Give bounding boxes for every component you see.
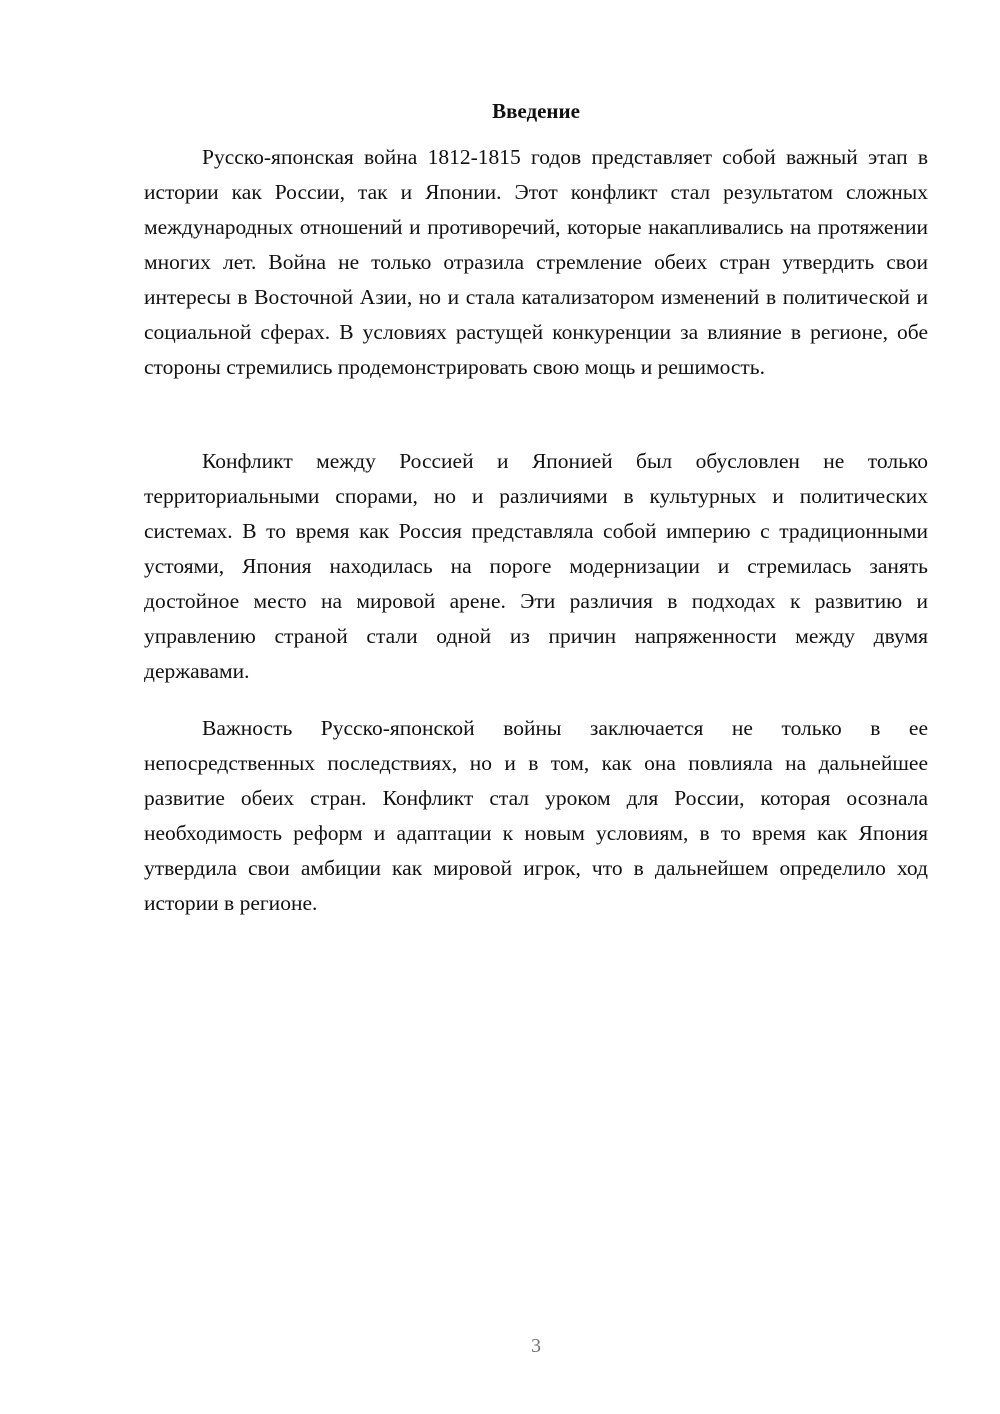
section-title: Введение [492,99,580,123]
body-paragraph-1: Русско-японская война 1812-1815 годов представляет собой важный этап в истории как России, так и Японии. Этот конфликт стал результатом сложных международных отношений и противоречий, которые накапливались на протяжении многих лет. Война не только отразила стремление обеих стран утвердить свои интересы в Восточной Азии, но и стала катализатором изменений в политической и социальной сферах. В условиях растущей конкуренции за влияние в регионе, обе стороны стремились продемонстрировать свою мощь и решимость. [144,145,928,379]
page-number: 3 [531,1335,541,1357]
body-paragraph-2: Конфликт между Россией и Японией был обусловлен не только территориальными спорами, но и различиями в культурных и политических системах. В то время как Россия представляла собой империю с традиционными устоями, Япония находилась на пороге модернизации и стремилась занять достойное место на мировой арене. Эти различия в подходах к развитию и управлению страной стали одной из причин напряженности между двумя державами. [144,449,928,683]
body-paragraph-3: Важность Русско-японской войны заключается не только в ее непосредственных последствиях, но и в том, как она повлияла на дальнейшее развитие обеих стран. Конфликт стал уроком для России, которая осознала необходимость реформ и адаптации к новым условиям, в то время как Япония утвердила свои амбиции как мировой игрок, что в дальнейшем определило ход истории в регионе. [144,716,928,915]
